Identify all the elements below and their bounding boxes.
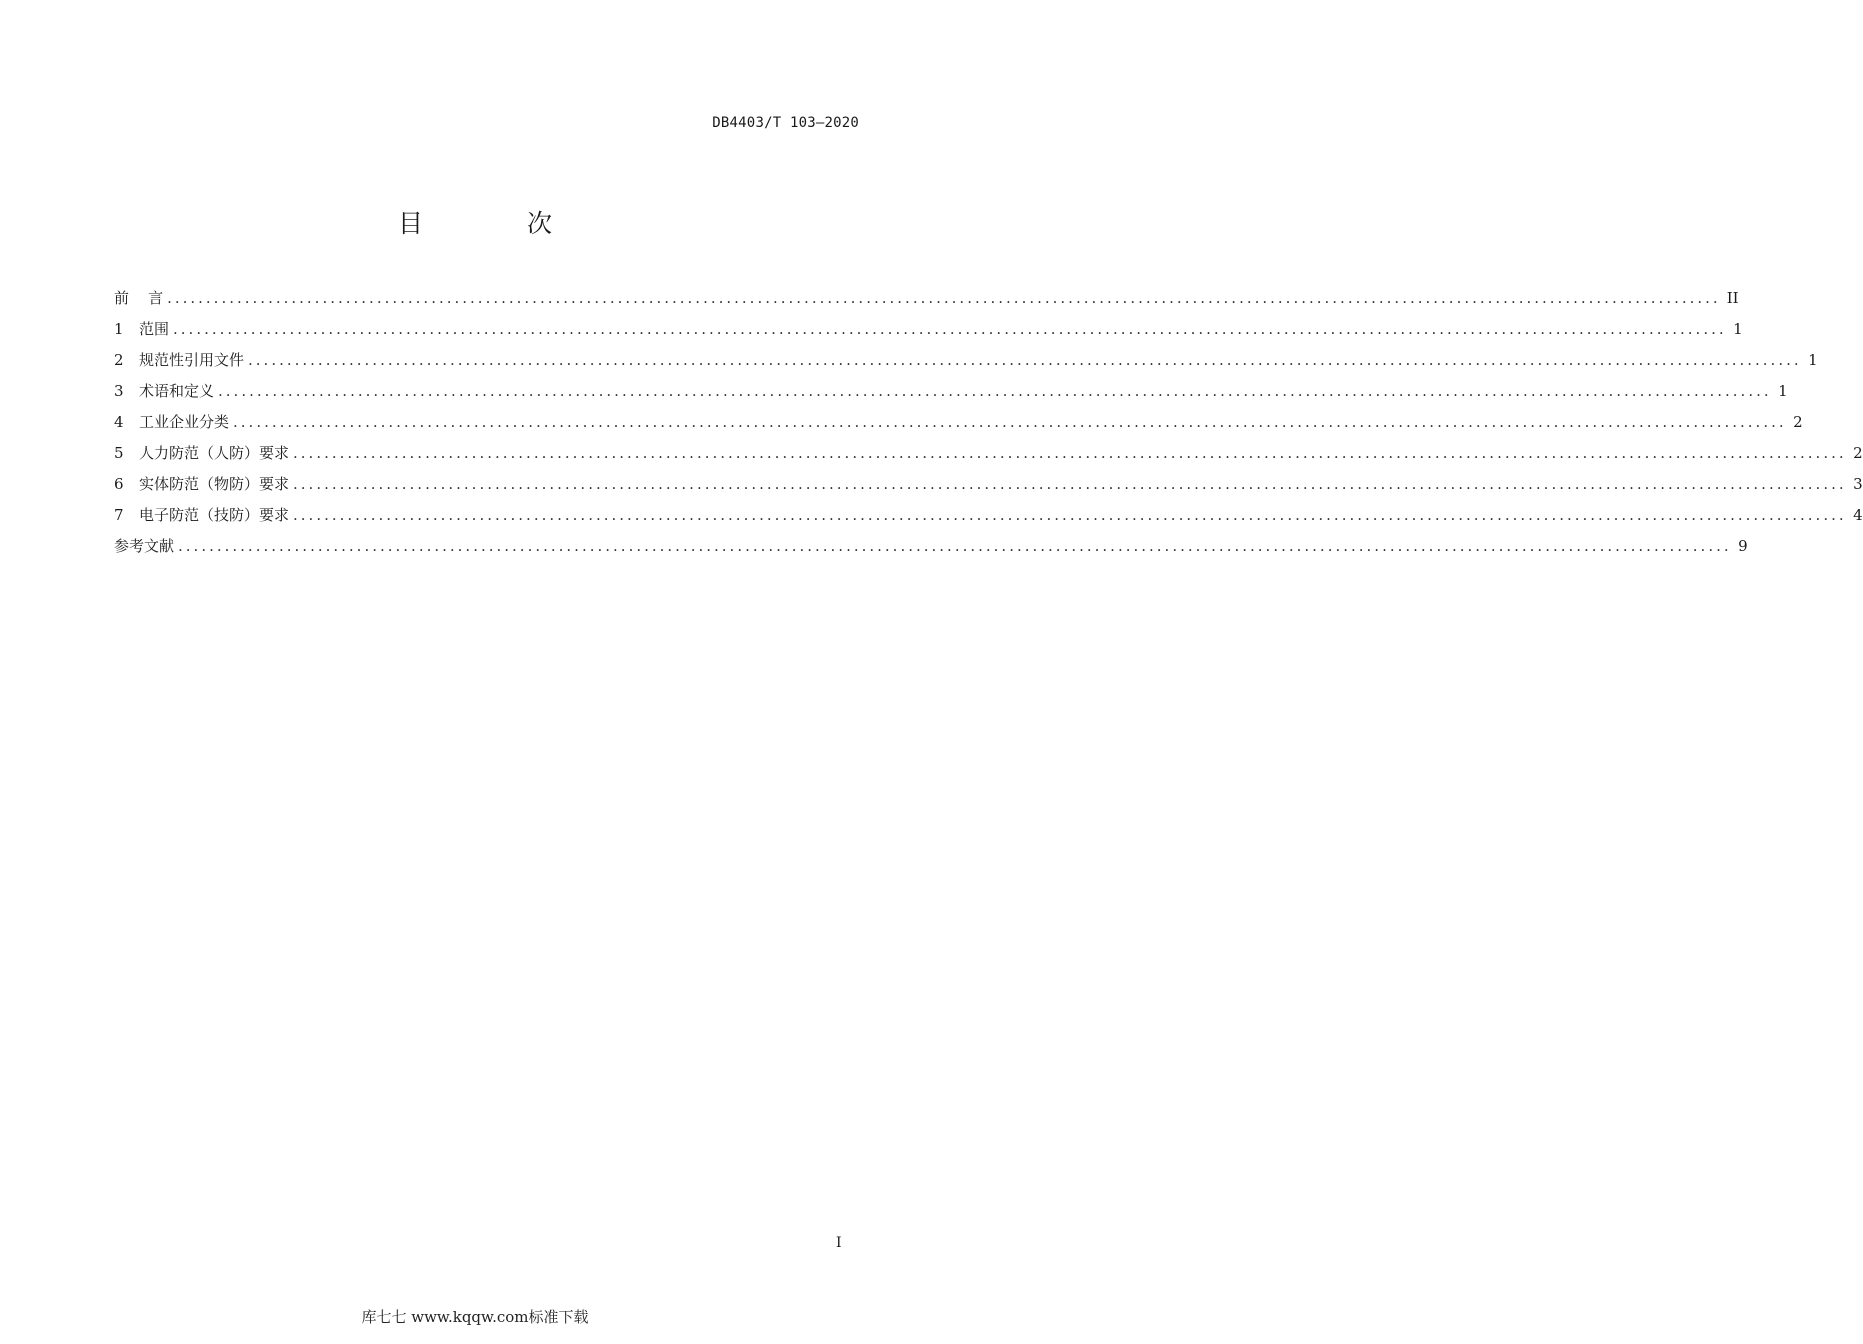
toc-leader-dots: ........................................................................................................................................................................................................ — [293, 475, 1847, 493]
table-of-contents — [114, 286, 1863, 565]
toc-entry-number: 3 — [114, 382, 124, 400]
toc-entry-human-protection[interactable] — [114, 441, 1863, 472]
toc-entry-bibliography[interactable] — [114, 534, 1748, 565]
toc-entry-label: 电子防范（技防）要求 — [139, 506, 290, 524]
toc-entry-page: 1 — [1733, 320, 1743, 338]
toc-entry-page: 4 — [1853, 506, 1863, 524]
toc-entry-page: II — [1726, 289, 1739, 307]
toc-entry-label: 参考文献 — [114, 537, 175, 555]
toc-entry-normative-references[interactable] — [114, 348, 1818, 379]
toc-entry-foreword[interactable] — [114, 286, 1739, 317]
toc-entry-terms-definitions[interactable] — [114, 379, 1788, 410]
toc-leader-dots: ........................................................................................................................................................................................................ — [293, 506, 1847, 524]
toc-entry-label: 术语和定义 — [139, 382, 215, 400]
toc-entry-number: 6 — [114, 475, 124, 493]
toc-entry-page: 3 — [1853, 475, 1863, 493]
toc-leader-dots: ........................................................................................................................................................................................................ — [173, 320, 1727, 338]
toc-entry-number: 5 — [114, 444, 124, 462]
toc-leader-dots: ........................................................................................................................................................................................................ — [167, 289, 1721, 307]
toc-entry-number: 1 — [114, 320, 124, 338]
toc-entry-scope[interactable] — [114, 317, 1743, 348]
toc-entry-physical-protection[interactable] — [114, 472, 1863, 503]
toc-entry-page: 9 — [1738, 537, 1748, 555]
toc-entry-page: 1 — [1808, 351, 1818, 369]
toc-entry-page: 1 — [1778, 382, 1788, 400]
toc-leader-dots: ........................................................................................................................................................................................................ — [178, 537, 1732, 555]
toc-entry-electronic-protection[interactable] — [114, 503, 1863, 534]
toc-entry-label: 人力防范（人防）要求 — [139, 444, 290, 462]
document-code: DB4403/T 103—2020 — [712, 115, 859, 131]
toc-leader-dots: ........................................................................................................................................................................................................ — [248, 351, 1802, 369]
toc-entry-page: 2 — [1853, 444, 1863, 462]
page-number: I — [836, 1235, 842, 1251]
toc-entry-page: 2 — [1793, 413, 1803, 431]
toc-entry-label: 规范性引用文件 — [139, 351, 245, 369]
toc-entry-label: 实体防范（物防）要求 — [139, 475, 290, 493]
toc-entry-number: 4 — [114, 413, 124, 431]
toc-entry-number: 7 — [114, 506, 124, 524]
toc-entry-number: 2 — [114, 351, 124, 369]
toc-entry-label: 前 言 — [114, 289, 164, 307]
toc-title: 目 次 — [398, 209, 600, 238]
toc-leader-dots: ........................................................................................................................................................................................................ — [233, 413, 1787, 431]
toc-leader-dots: ........................................................................................................................................................................................................ — [293, 444, 1847, 462]
toc-entry-label: 工业企业分类 — [139, 413, 230, 431]
footer-watermark: 库七七 www.kqqw.com标准下载 — [361, 1308, 589, 1326]
toc-entry-label: 范围 — [139, 320, 170, 338]
toc-leader-dots: ........................................................................................................................................................................................................ — [218, 382, 1772, 400]
toc-entry-enterprise-classification[interactable] — [114, 410, 1803, 441]
